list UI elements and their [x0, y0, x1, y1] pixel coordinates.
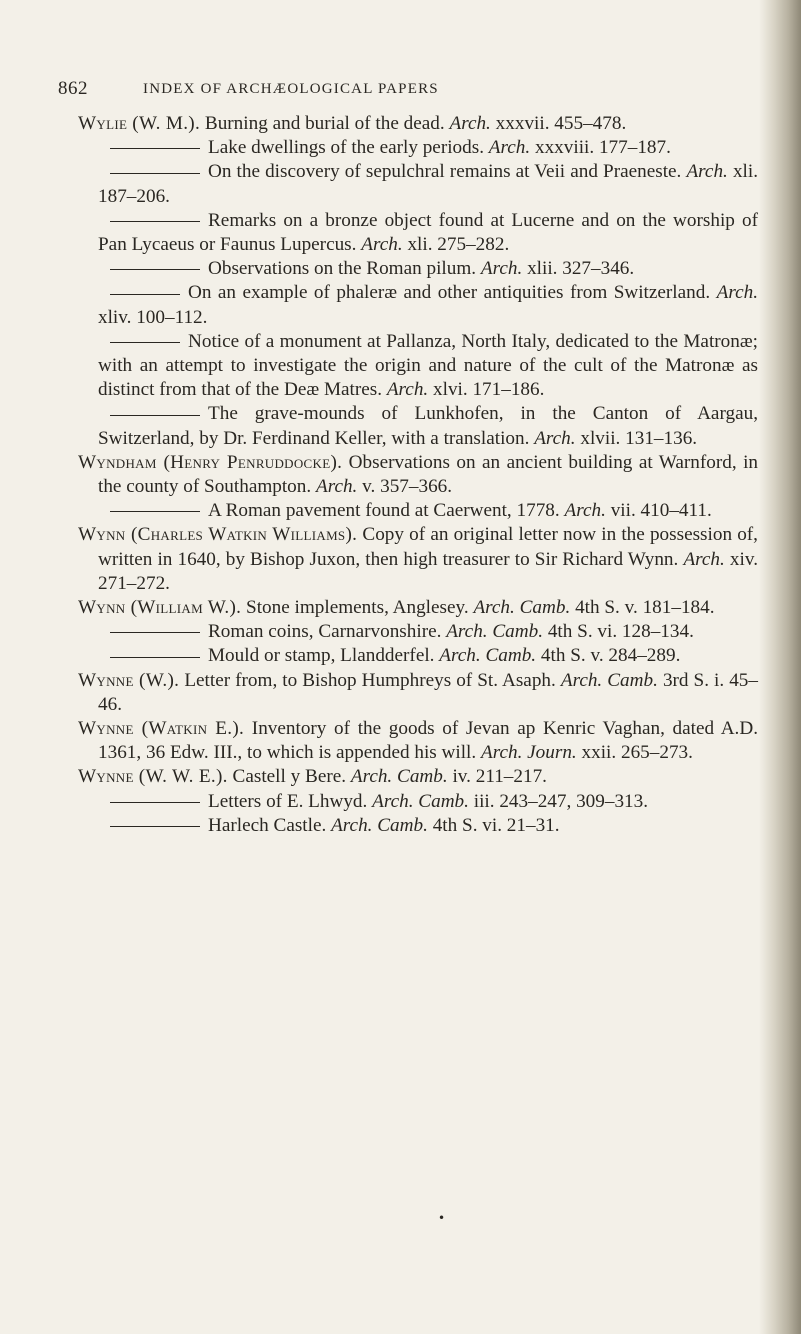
entry-journal: Arch.: [361, 234, 403, 256]
index-subentry: [78, 620, 758, 644]
index-entry: [78, 765, 758, 789]
ditto-rule: [110, 415, 200, 416]
page-binding-edge: [759, 0, 801, 1334]
entry-citation: iv. 211–217.: [447, 766, 547, 788]
ditto-rule: [110, 632, 200, 633]
running-title: INDEX OF ARCHÆOLOGICAL PAPERS: [143, 81, 439, 97]
ditto-rule: [110, 221, 200, 222]
index-subentry: [78, 257, 758, 281]
entry-journal: Arch.: [534, 427, 576, 449]
entry-title: Letters of E. Lhwyd.: [208, 790, 373, 812]
entry-citation: 4th S. vi. 21–31.: [427, 814, 560, 836]
index-entry: [78, 112, 758, 136]
ditto-rule: [110, 802, 200, 803]
entry-author: Wynne (W. W. E.).: [78, 766, 228, 788]
entry-citation: xiv. 271–272.: [98, 548, 758, 594]
index-entry: [78, 717, 758, 765]
entry-citation: 3rd S. i. 45–46.: [98, 669, 758, 715]
entry-title: The grave-mounds of Lunkhofen, in the Canton of Aargau, Switzerland, by Dr. Ferdinand Keller, with a translation.: [98, 403, 758, 449]
ditto-rule: [110, 148, 200, 149]
entry-title: Notice of a monument at Pallanza, North Italy, dedicated to the Matronæ; with an attempt to investigate the origin and nature of the cult of the Matronæ as distinct from that of the Deæ Matres.: [98, 330, 758, 401]
entry-author: Wynne (Watkin E.).: [78, 718, 245, 740]
entry-citation: xxxviii. 177–187.: [530, 137, 671, 159]
entry-citation: iii. 243–247, 309–313.: [468, 790, 649, 812]
entry-citation: 4th S. vi. 128–134.: [543, 621, 694, 643]
entry-citation: v. 357–366.: [357, 476, 453, 498]
entry-journal: Arch.: [488, 137, 531, 159]
entry-title: Copy of an original letter now in the possession of, written in 1640, by Bishop Juxon, then high treasurer to Sir Richard Wynn.: [98, 524, 758, 570]
ditto-rule: [110, 342, 180, 343]
entry-journal: Arch.: [315, 476, 358, 498]
entry-citation: xli. 187–206.: [98, 161, 758, 207]
entry-title: Burning and burial of the dead.: [200, 113, 450, 134]
entry-journal: Arch.: [686, 161, 728, 183]
entry-citation: xlvii. 131–136.: [575, 427, 698, 449]
page-ornament: •: [438, 1211, 446, 1225]
entry-title: Observations on an ancient building at Warnford, in the county of Southampton.: [98, 451, 758, 498]
entry-title: Observations on the Roman pilum.: [208, 258, 481, 280]
entry-citation: xxxvii. 455–478.: [490, 113, 627, 134]
entry-author: Wynn (William W.).: [78, 597, 242, 619]
index-entry: [78, 523, 758, 596]
page-number: 862: [58, 78, 88, 99]
entry-title: Lake dwellings of the early periods.: [208, 137, 489, 159]
entry-citation: 4th S. v. 181–184.: [570, 597, 715, 619]
index-entry: [78, 669, 758, 717]
entry-title: Mould or stamp, Llandderfel.: [208, 645, 440, 667]
entry-journal: Arch. Journ.: [480, 742, 577, 764]
entry-journal: Arch. Camb.: [439, 645, 537, 667]
entry-title: Inventory of the goods of Jevan ap Kenric Vaghan, dated A.D. 1361, 36 Edw. III., to which is appended his will.: [98, 718, 759, 764]
ditto-rule: [110, 511, 200, 512]
entry-author: Wylie (W. M.).: [78, 113, 201, 134]
entry-title: Castell y Bere.: [227, 766, 351, 788]
index-subentry: [78, 402, 758, 450]
entry-title: Remarks on a bronze object found at Lucerne and on the worship of Pan Lycaeus or Faunus Lupercus.: [98, 209, 758, 256]
running-head: [0, 78, 801, 108]
entry-citation: xxii. 265–273.: [576, 742, 693, 764]
entry-title: Stone implements, Anglesey.: [241, 597, 474, 619]
entry-title: Harlech Castle.: [208, 814, 332, 836]
entry-journal: Arch. Camb.: [560, 669, 658, 691]
entry-title: On an example of phaleræ and other antiquities from Switzerland.: [188, 282, 717, 304]
entry-title: A Roman pavement found at Caerwent, 1778.: [208, 500, 565, 522]
entry-citation: xlvi. 171–186.: [428, 379, 545, 401]
index-subentry: [78, 644, 758, 668]
entry-journal: Arch. Camb.: [331, 814, 428, 836]
ditto-rule: [110, 173, 200, 174]
index-subentry: [78, 136, 758, 160]
entry-journal: Arch. Camb.: [446, 621, 544, 643]
entry-author: Wynne (W.).: [78, 669, 180, 691]
entry-journal: Arch. Camb.: [372, 790, 469, 812]
entry-journal: Arch.: [716, 282, 758, 304]
entry-citation: 4th S. v. 284–289.: [536, 645, 681, 667]
entry-citation: xlii. 327–346.: [522, 258, 635, 280]
entry-journal: Arch. Camb.: [350, 766, 448, 788]
ditto-rule: [110, 826, 200, 827]
entry-journal: Arch. Camb.: [473, 597, 571, 619]
entry-citation: xli. 275–282.: [402, 234, 510, 256]
entry-title: On the discovery of sepulchral remains at Veii and Praeneste.: [208, 161, 687, 183]
ditto-rule: [110, 657, 200, 658]
entry-journal: Arch.: [386, 379, 429, 401]
index-subentry: [78, 790, 758, 814]
entry-journal: Arch.: [564, 500, 606, 522]
index-entry: [78, 451, 758, 499]
entry-title: Letter from, to Bishop Humphreys of St. Asaph.: [179, 669, 561, 691]
entry-journal: Arch.: [449, 113, 491, 134]
entry-title: Roman coins, Carnarvonshire.: [208, 621, 447, 643]
index-entry: [78, 596, 758, 620]
entry-citation: xliv. 100–112.: [98, 306, 208, 328]
entry-citation: vii. 410–411.: [605, 500, 712, 522]
index-entries: [78, 112, 758, 838]
index-subentry: [78, 499, 758, 523]
entry-author: Wyndham (Henry Penruddocke).: [78, 451, 343, 473]
index-subentry: [78, 209, 758, 257]
ditto-rule: [110, 294, 180, 295]
entry-author: Wynn (Charles Watkin Williams).: [78, 524, 358, 546]
entry-journal: Arch.: [480, 258, 523, 280]
ditto-rule: [110, 269, 200, 270]
index-subentry: [78, 330, 758, 403]
entry-journal: Arch.: [683, 548, 725, 570]
index-subentry: [78, 281, 758, 329]
index-subentry: [78, 160, 758, 208]
index-subentry: [78, 814, 758, 838]
